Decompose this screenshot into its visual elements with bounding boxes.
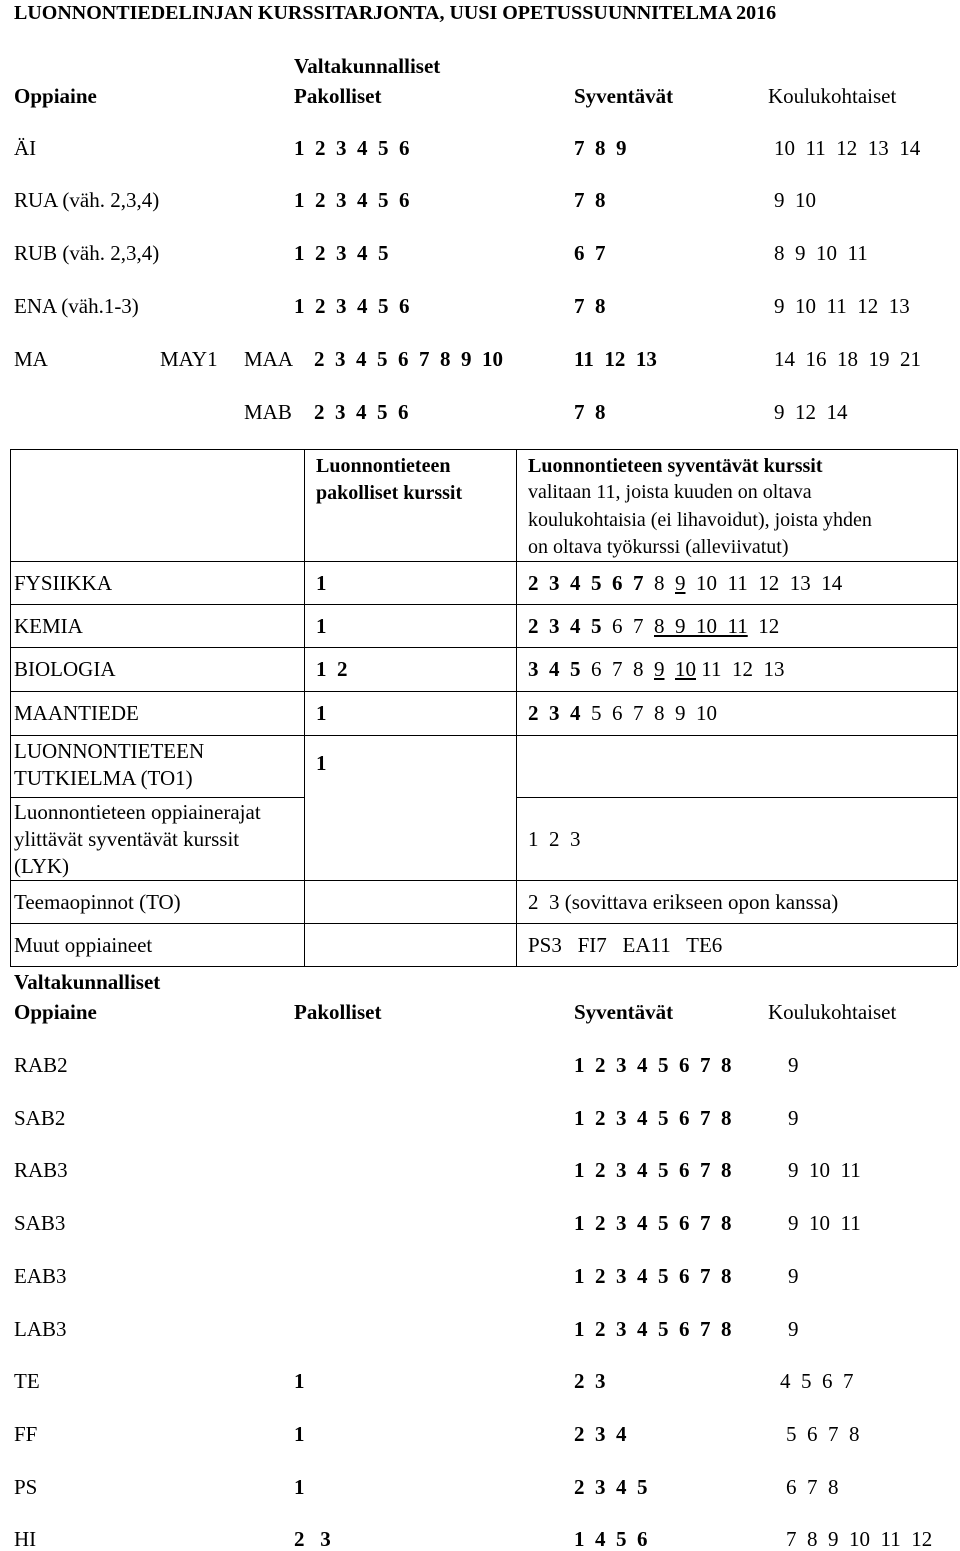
advanced-cell: 7 8	[574, 294, 606, 318]
subject-cell: FYSIIKKA	[14, 571, 113, 595]
compulsory-cell: 1	[294, 1475, 305, 1499]
compulsory-cell: 1	[316, 701, 327, 725]
subject-cell-line1: Luonnontieteen oppiainerajat	[14, 800, 261, 824]
table-rule	[304, 449, 305, 966]
subject-cell: RAB2	[14, 1053, 68, 1077]
advanced-cell: 11 12 13	[574, 347, 657, 371]
subject-cell: RUB (väh. 2,3,4)	[14, 241, 160, 265]
bold-courses: 2 3 4	[528, 701, 581, 725]
sci-col3-header-line3: koulukohtaisia (ei lihavoidut), joista yhden	[528, 509, 872, 531]
plain-courses: 5 6 7 8 9 10	[580, 701, 717, 725]
school-cell: 9 10	[774, 188, 816, 212]
table-rule	[516, 797, 957, 798]
sub-syllabus-cell: MAB	[244, 400, 292, 424]
plain-courses: 6 7	[601, 614, 654, 638]
header-subject: Oppiaine	[14, 84, 97, 108]
subject-cell: ÄI	[14, 136, 37, 160]
compulsory-cell: 1 2 3 4 5 6	[294, 294, 410, 318]
advanced-cell: 7 8	[574, 188, 606, 212]
school-cell: 9	[788, 1317, 799, 1341]
subject-cell: EAB3	[14, 1264, 67, 1288]
advanced-cell	[528, 659, 784, 680]
table-rule	[10, 966, 957, 967]
table-rule	[10, 561, 957, 562]
plain-courses: 10 11 12 13 14	[685, 571, 843, 595]
advanced-cell: 2 3 4	[574, 1422, 627, 1446]
plain-courses: 12	[747, 614, 780, 638]
plain-courses: 8	[643, 571, 675, 595]
subject-cell: MA	[14, 347, 48, 371]
school-cell: 9 10 11 12 13	[774, 294, 910, 318]
subject-cell: SAB2	[14, 1106, 66, 1130]
compulsory-cell: 1 2	[316, 657, 348, 681]
header-compulsory: Pakolliset	[294, 84, 382, 108]
subject-cell: PS	[14, 1475, 38, 1499]
school-cell: 14 16 18 19 21	[774, 347, 921, 371]
advanced-cell	[528, 616, 779, 637]
school-cell: 10 11 12 13 14	[774, 136, 921, 160]
school-cell: 9	[788, 1106, 799, 1130]
work-courses: 10	[675, 657, 696, 681]
compulsory-cell: 1	[316, 614, 327, 638]
subject-cell-line3: (LYK)	[14, 854, 70, 878]
advanced-cell: 7 8 9	[574, 136, 627, 160]
school-cell: 5 6 7 8	[786, 1422, 860, 1446]
school-cell: 9 10 11	[788, 1211, 861, 1235]
subject-cell: LAB3	[14, 1317, 67, 1341]
compulsory-cell: 1	[316, 751, 327, 775]
subject-cell: ENA (väh.1-3)	[14, 294, 139, 318]
subject-cell: RAB3	[14, 1158, 68, 1182]
sub-syllabus-cell: MAA	[244, 347, 294, 371]
advanced-cell: 1 2 3 4 5 6 7 8	[574, 1264, 732, 1288]
compulsory-cell: 1	[316, 571, 327, 595]
table-rule	[10, 449, 957, 450]
table-rule	[10, 604, 957, 605]
table-rule	[10, 923, 957, 924]
subject-cell: BIOLOGIA	[14, 657, 116, 681]
table-rule	[10, 691, 957, 692]
advanced-cell: 1 2 3 4 5 6 7 8	[574, 1211, 732, 1235]
compulsory-cell: 1	[294, 1422, 305, 1446]
advanced-cell: 1 2 3 4 5 6 7 8	[574, 1317, 732, 1341]
page-title: LUONNONTIEDELINJAN KURSSITARJONTA, UUSI OPETUSSUUNNITELMA 2016	[14, 2, 777, 24]
work-courses: 9	[654, 657, 665, 681]
subject-cell: HI	[14, 1527, 37, 1551]
school-cell: 4 5 6 7	[780, 1369, 854, 1393]
advanced-cell: PS3 FI7 EA11 TE6	[528, 933, 723, 957]
plain-courses	[665, 657, 676, 681]
advanced-cell: 2 3 4 5	[574, 1475, 648, 1499]
sci-col2-header-line1: Luonnontieteen	[316, 455, 451, 477]
header-advanced: Syventävät	[574, 1000, 674, 1024]
subject-cell-line2: TUTKIELMA (TO1)	[14, 766, 193, 790]
compulsory-cell: 2 3 4 5 6 7 8 9 10	[314, 347, 503, 371]
advanced-cell: 6 7	[574, 241, 606, 265]
table-rule	[957, 449, 958, 966]
subject-cell: Teemaopinnot (TO)	[14, 890, 181, 914]
table-rule	[10, 880, 957, 881]
subject-cell: MAANTIEDE	[14, 701, 139, 725]
subject-cell: RUA (väh. 2,3,4)	[14, 188, 160, 212]
bold-courses: 2 3 4 5 6 7	[528, 571, 644, 595]
advanced-cell: 7 8	[574, 400, 606, 424]
advanced-cell	[528, 573, 842, 594]
sub-course-cell: MAY1	[160, 347, 218, 371]
header-compulsory: Pakolliset	[294, 1000, 382, 1024]
header-super-national: Valtakunnalliset	[294, 54, 441, 78]
subject-cell: TE	[14, 1369, 40, 1393]
advanced-cell: 1 2 3	[528, 827, 581, 851]
school-cell: 6 7 8	[786, 1475, 839, 1499]
compulsory-cell: 1 2 3 4 5 6	[294, 136, 410, 160]
sci-col3-header-title: Luonnontieteen syventävät kurssit	[528, 455, 823, 477]
compulsory-cell: 2 3	[294, 1527, 331, 1551]
table-rule	[10, 797, 304, 798]
plain-courses: 6 7 8	[580, 657, 654, 681]
compulsory-cell: 1	[294, 1369, 305, 1393]
subject-cell-line2: ylittävät syventävät kurssit	[14, 827, 240, 851]
school-cell: 9	[788, 1053, 799, 1077]
work-courses: 9	[675, 571, 686, 595]
sci-col3-header-line4: on oltava työkurssi (alleviivatut)	[528, 536, 789, 558]
header-subject: Oppiaine	[14, 1000, 97, 1024]
school-cell: 9 10 11	[788, 1158, 861, 1182]
work-courses: 8 9 10 11	[654, 614, 748, 638]
compulsory-cell: 2 3 4 5 6	[314, 400, 409, 424]
bold-courses: 2 3 4 5	[528, 614, 602, 638]
advanced-cell: 2 3 (sovittava erikseen opon kanssa)	[528, 890, 839, 914]
bold-courses: 3 4 5	[528, 657, 581, 681]
compulsory-cell: 1 2 3 4 5 6	[294, 188, 410, 212]
school-cell: 7 8 9 10 11 12	[786, 1527, 933, 1551]
table-rule	[10, 647, 957, 648]
advanced-cell	[528, 703, 717, 724]
table-rule	[516, 449, 517, 966]
school-cell: 9 12 14	[774, 400, 848, 424]
sci-col3-header-line2: valitaan 11, joista kuuden on oltava	[528, 481, 812, 503]
subject-cell: KEMIA	[14, 614, 83, 638]
school-cell: 8 9 10 11	[774, 241, 868, 265]
subject-cell-line1: LUONNONTIETEEN	[14, 739, 205, 763]
plain-courses: 11 12 13	[696, 657, 785, 681]
school-cell: 9	[788, 1264, 799, 1288]
header-school: Koulukohtaiset	[768, 84, 897, 108]
advanced-cell: 1 2 3 4 5 6 7 8	[574, 1053, 732, 1077]
sci-col2-header-line2: pakolliset kurssit	[316, 482, 463, 504]
header-advanced: Syventävät	[574, 84, 674, 108]
advanced-cell: 1 4 5 6	[574, 1527, 648, 1551]
table-rule	[10, 735, 957, 736]
advanced-cell: 2 3	[574, 1369, 606, 1393]
advanced-cell: 1 2 3 4 5 6 7 8	[574, 1106, 732, 1130]
header-super-national: Valtakunnalliset	[14, 970, 161, 994]
subject-cell: SAB3	[14, 1211, 66, 1235]
subject-cell: FF	[14, 1422, 38, 1446]
subject-cell: Muut oppiaineet	[14, 933, 153, 957]
compulsory-cell: 1 2 3 4 5	[294, 241, 389, 265]
advanced-cell: 1 2 3 4 5 6 7 8	[574, 1158, 732, 1182]
header-school: Koulukohtaiset	[768, 1000, 897, 1024]
table-rule	[10, 449, 11, 966]
